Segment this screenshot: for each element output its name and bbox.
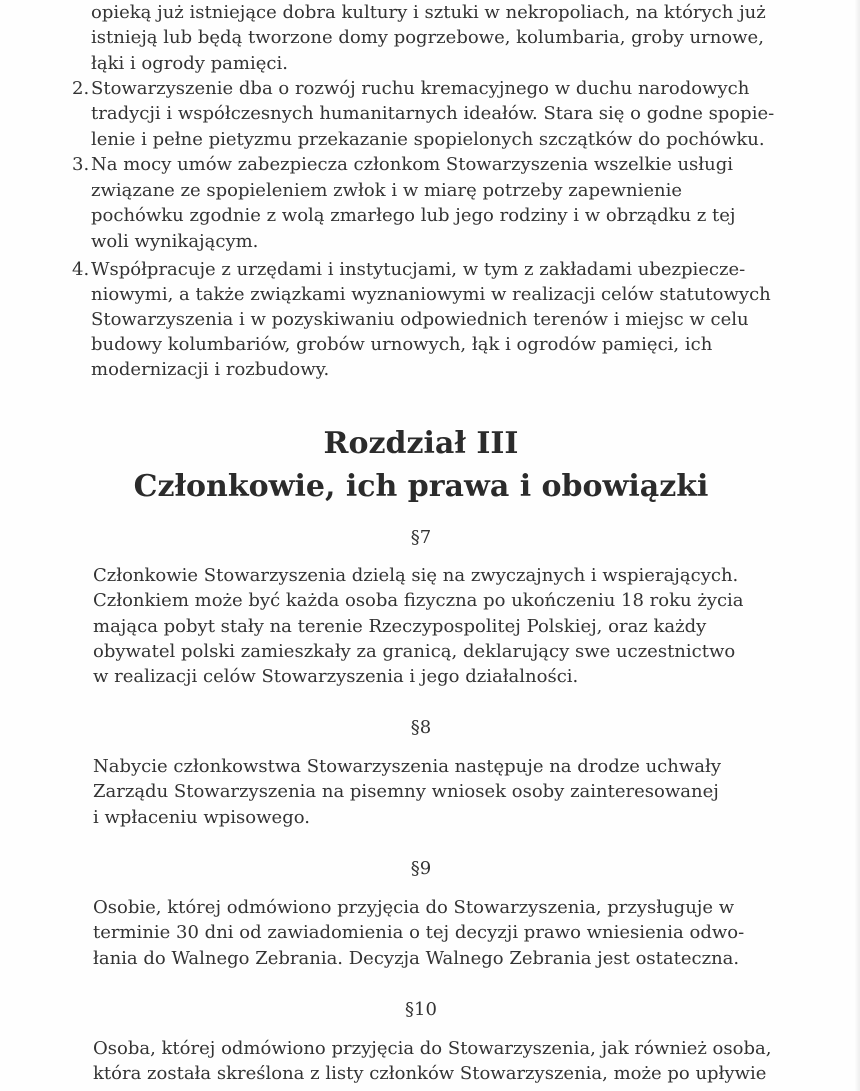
list-item-number: 3. xyxy=(72,154,90,175)
section-line: mająca pobyt stały na terenie Rzeczypospolitej Polskiej, oraz każdy xyxy=(93,616,707,637)
list-item-line: woli wynikającym. xyxy=(91,231,259,252)
intro-line: opieką już istniejące dobra kultury i sztuki w nekropoliach, na których już xyxy=(91,2,766,23)
section-line: Nabycie członkowstwa Stowarzyszenia następuje na drodze uchwały xyxy=(93,756,721,777)
section-line: Osobie, której odmówiono przyjęcia do Stowarzyszenia, przysługuje w xyxy=(93,897,735,918)
section-number: §7 xyxy=(410,527,432,548)
section-number: §9 xyxy=(410,858,432,879)
list-item-line: niowymi, a także związkami wyznaniowymi w realizacji celów statutowych xyxy=(91,284,771,305)
chapter-title-heading: Członkowie, ich prawa i obowiązki xyxy=(133,469,709,504)
section-line: w realizacji celów Stowarzyszenia i jego działalności. xyxy=(93,666,579,687)
list-item-line: związane ze spopieleniem zwłok i w miarę potrzeby zapewnienie xyxy=(91,180,683,201)
list-item-line: budowy kolumbariów, grobów urnowych, łąk i ogrodów pamięci, ich xyxy=(91,334,713,355)
intro-line: istnieją lub będą tworzone domy pogrzebowe, kolumbaria, groby urnowe, xyxy=(91,27,764,48)
list-item-line: pochówku zgodnie z wolą zmarłego lub jego rodziny i w obrządku z tej xyxy=(91,205,736,226)
section-line: Osoba, której odmówiono przyjęcia do Stowarzyszenia, jak również osoba, xyxy=(93,1038,772,1059)
section-number: §8 xyxy=(410,717,432,738)
chapter-number-heading: Rozdział III xyxy=(323,426,519,461)
section-line: i wpłaceniu wpisowego. xyxy=(93,807,310,828)
list-item-number: 2. xyxy=(72,78,90,99)
section-line: Zarządu Stowarzyszenia na pisemny wniosek osoby zainteresowanej xyxy=(93,781,719,802)
list-item-line: Stowarzyszenia i w pozyskiwaniu odpowiednich terenów i miejsc w celu xyxy=(91,309,749,330)
section-line: która została skreślona z listy członków Stowarzyszenia, może po upływie xyxy=(93,1063,767,1084)
section-line: terminie 30 dni od zawiadomienia o tej decyzji prawo wniesienia odwo- xyxy=(93,922,745,943)
scan-edge xyxy=(854,0,860,1091)
section-number: §10 xyxy=(405,999,437,1020)
list-item-line: lenie i pełne pietyzmu przekazanie spopielonych szczątków do pochówku. xyxy=(91,129,765,150)
list-item-line: tradycji i współczesnych humanitarnych ideałów. Stara się o godne spopie- xyxy=(91,103,775,124)
list-item-line: modernizacji i rozbudowy. xyxy=(91,359,330,380)
section-line: Członkowie Stowarzyszenia dzielą się na zwyczajnych i wspierających. xyxy=(93,565,739,586)
section-line: łania do Walnego Zebrania. Decyzja Walnego Zebrania jest ostateczna. xyxy=(93,948,740,969)
intro-line: łąki i ogrody pamięci. xyxy=(91,53,288,74)
list-item-number: 4. xyxy=(72,259,90,280)
section-line: Członkiem może być każda osoba fizyczna po ukończeniu 18 roku życia xyxy=(93,590,744,611)
list-item-line: Stowarzyszenie dba o rozwój ruchu kremacyjnego w duchu narodowych xyxy=(91,78,750,99)
list-item-line: Współpracuje z urzędami i instytucjami, w tym z zakładami ubezpiecze- xyxy=(91,259,746,280)
list-item-line: Na mocy umów zabezpiecza członkom Stowarzyszenia wszelkie usługi xyxy=(91,154,733,175)
section-line: obywatel polski zamieszkały za granicą, deklarujący swe uczestnictwo xyxy=(93,641,736,662)
